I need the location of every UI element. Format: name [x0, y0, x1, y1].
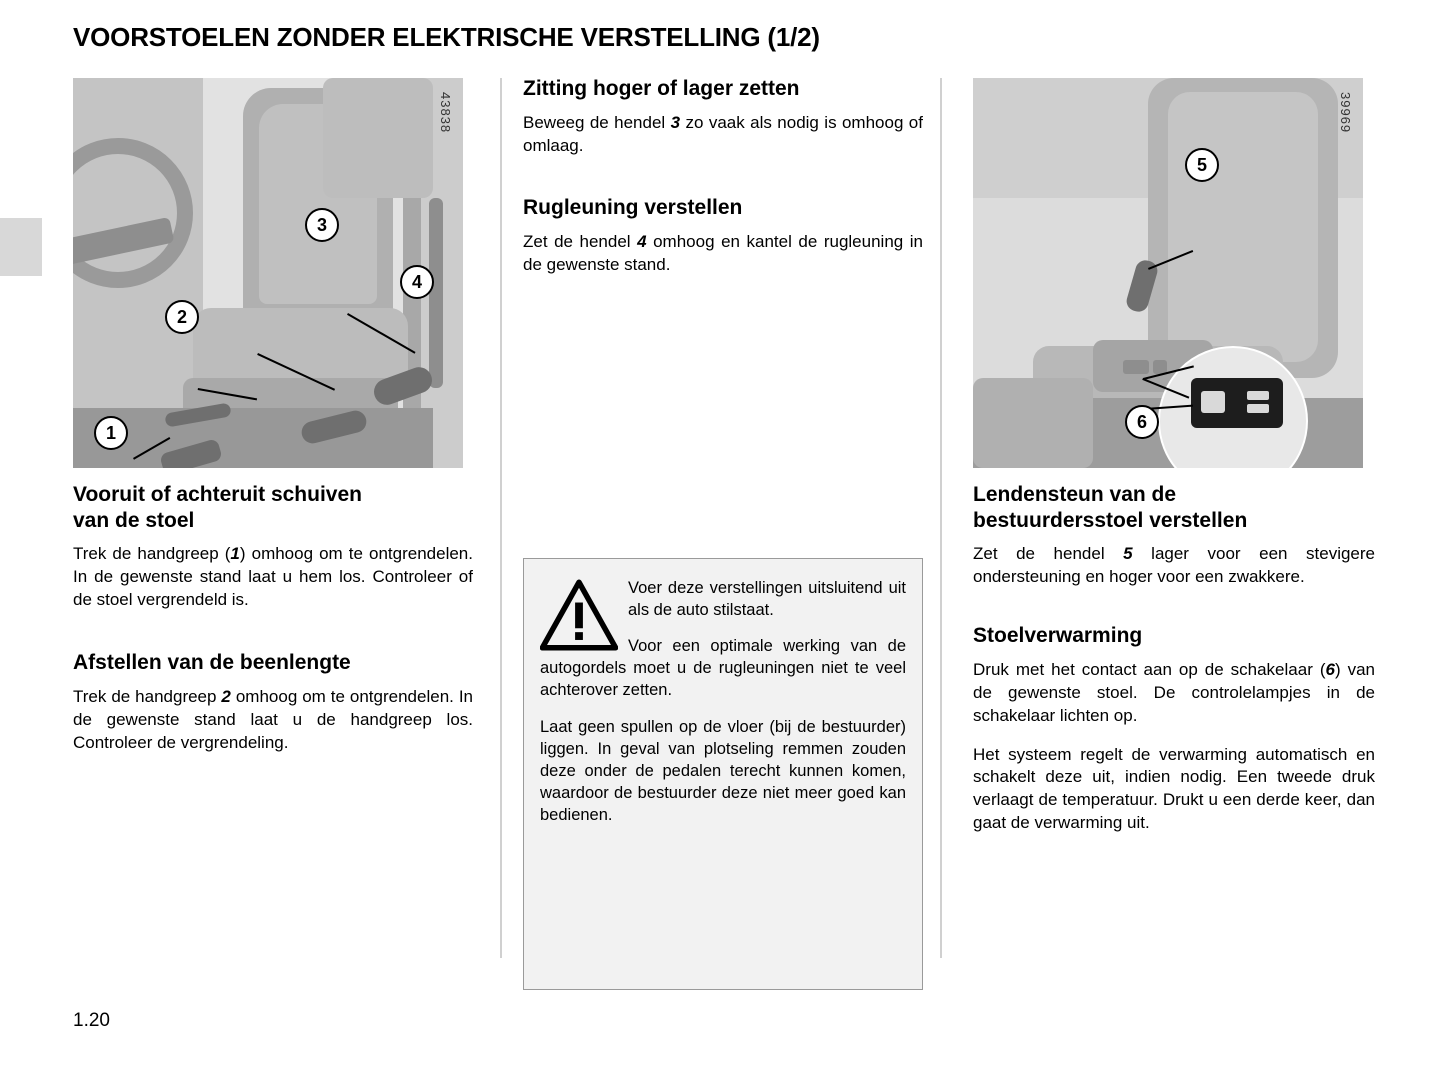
callout-4: 4 — [400, 265, 434, 299]
right-paragraph-2: Druk met het contact aan op de schakelaar (6) van de gewenste stoel. De controlelampjes in de schakelaar lichten op. — [973, 659, 1376, 725]
callout-3: 3 — [305, 208, 339, 242]
page-title: VOORSTOELEN ZONDER ELEKTRISCHE VERSTELLING (1/2) — [73, 22, 820, 52]
middle-paragraph-2: Zet de hendel 4 omhoog en kantel de rugleuning in de gewenste stand. — [523, 232, 923, 275]
warning-box — [523, 558, 923, 990]
photo-reference-code-left: 43838 — [438, 92, 453, 134]
column-separator-left — [500, 78, 502, 958]
chapter-edge-tab — [0, 218, 42, 276]
right-heading-2: Stoelverwarming — [973, 624, 1143, 648]
right-text-column — [973, 482, 1375, 835]
warning-paragraph-3: Laat geen spullen op de vloer (bij de bestuurder) liggen. In geval van plotseling remmen zouden deze onder de pedalen terecht kunnen komen, waardoor de bestuurder deze niet meer goed kan bedienen. — [540, 717, 906, 824]
left-paragraph-2: Trek de handgreep 2 omhoog om te ontgrendelen. In de gewenste stand laat u de handgreep los. Controleer de vergrendeling. — [73, 686, 474, 752]
column-separator-right — [940, 78, 942, 958]
callout-6: 6 — [1125, 405, 1159, 439]
callout-5: 5 — [1185, 148, 1219, 182]
middle-text-column — [523, 76, 923, 277]
callout-2: 2 — [165, 300, 199, 334]
middle-paragraph-1: Beweeg de hendel 3 zo vaak als nodig is omhoog of omlaag. — [523, 112, 923, 155]
right-paragraph-1: Zet de hendel 5 lager voor een stevigere ondersteuning en hoger voor een zwakkere. — [973, 544, 1376, 587]
seat-photo-right — [973, 78, 1363, 468]
right-heading-1: Lendensteun van de bestuurdersstoel verstellen — [973, 483, 1248, 532]
warning-paragraph-1: Voer deze verstellingen uitsluitend uit als de auto stilstaat. — [628, 579, 906, 620]
left-heading-1: Vooruit of achteruit schuiven van de stoel — [73, 483, 362, 532]
callout-1: 1 — [94, 416, 128, 450]
left-paragraph-1: Trek de handgreep (1) omhoog om te ontgrendelen. In de gewenste stand laat u hem los. Controleer of de stoel vergrendeld is. — [73, 544, 473, 610]
left-heading-2: Afstellen van de beenlengte — [73, 651, 351, 675]
left-text-column — [73, 482, 473, 754]
photo-reference-code-right: 39969 — [1338, 92, 1353, 134]
right-paragraph-3: Het systeem regelt de verwarming automatisch en schakelt deze uit, indien nodig. Een tweede druk verlaagt de temperatuur. Drukt u een derde keer, dan gaat de verwarming uit. — [973, 744, 1375, 833]
middle-heading-2: Rugleuning verstellen — [523, 196, 743, 220]
warning-paragraph-2: Voor een optimale werking van de autogordels moet u de rugleuningen niet te veel achterover zetten. — [540, 637, 906, 700]
warning-triangle-icon — [540, 579, 618, 651]
page-number: 1.20 — [73, 1010, 110, 1031]
middle-heading-1: Zitting hoger of lager zetten — [523, 77, 800, 100]
